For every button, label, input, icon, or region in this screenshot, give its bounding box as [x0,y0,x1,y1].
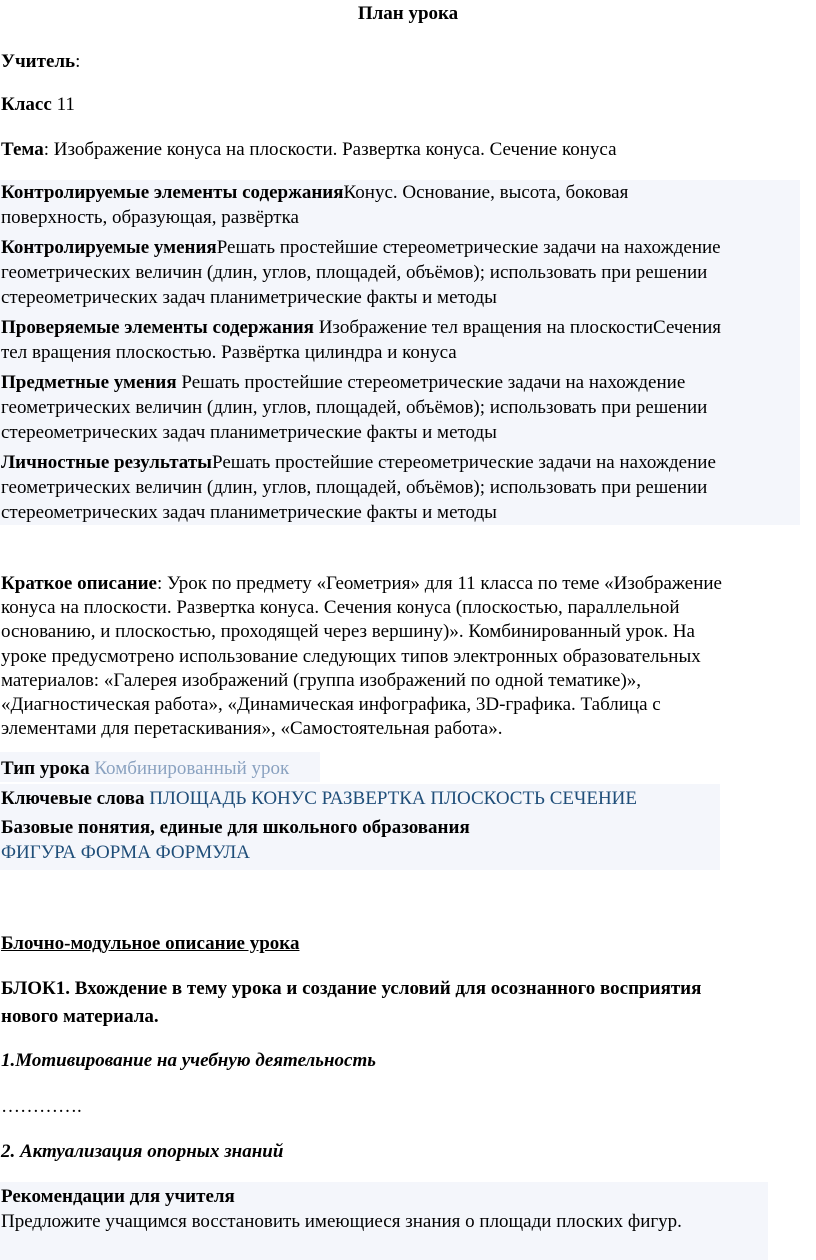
personal-results-line-3: стереометрических задач планиметрические факты и методы [1,502,497,523]
block-modular-heading: Блочно-модульное описание урока [1,933,300,954]
controlled-skills-line-3: стереометрических задач планиметрические факты и методы [1,287,497,308]
block1-heading-line-2: нового материала. [1,1006,159,1027]
topic-line: Тема: Изображение конуса на плоскости. Развертка конуса. Сечение конуса [1,139,617,160]
subject-skills-line-2: геометрических величин (длин, углов, площадей, объёмов); использовать при решении [1,397,708,418]
block1-heading-line-1: БЛОК1. Вхождение в тему урока и создание условий для осознанного восприятия [1,978,702,999]
description-line-2: конуса на плоскости. Развертка конуса. Сечения конуса (плоскостью, параллельной [1,597,680,618]
subject-skills-line-3: стереометрических задач планиметрические факты и методы [1,422,497,443]
subject-skills-line-1: Предметные умения Решать простейшие стереометрические задачи на нахождение [1,372,686,393]
motivation-ellipsis: …………. [1,1096,82,1117]
checked-elements-line-1: Проверяемые элементы содержания Изображение тел вращения на плоскостиСечения [1,317,721,338]
lesson-type-link[interactable]: Комбинированный урок [94,758,290,779]
personal-results-line-2: геометрических величин (длин, углов, площадей, объёмов); использовать при решении [1,477,708,498]
description-line-3: основанию, и плоскостью, проходящей через вершину)». Комбинированный урок. На [1,621,695,642]
page-title: План урока [357,3,459,24]
basic-concepts-label: Базовые понятия, единые для школьного образования [1,817,470,838]
keywords-link[interactable]: ПЛОЩАДЬ КОНУС РАЗВЕРТКА ПЛОСКОСТЬ СЕЧЕНИЕ [149,788,637,809]
keywords-line: Ключевые слова ПЛОЩАДЬ КОНУС РАЗВЕРТКА ПЛОСКОСТЬ СЕЧЕНИЕ [1,788,637,809]
controlled-skills-line-1: Контролируемые уменияРешать простейшие стереометрические задачи на нахождение [1,237,721,258]
checked-elements-line-2: тел вращения плоскостью. Развёртка цилиндра и конуса [1,342,457,363]
recommendations-heading: Рекомендации для учителя [1,1186,235,1207]
description-line-7: элементами для перетаскивания», «Самостоятельная работа». [1,718,503,739]
content-elements-line-2: поверхность, образующая, развёртка [1,207,299,228]
actualization-heading: 2. Актуализация опорных знаний [1,1141,284,1162]
personal-results-line-1: Личностные результатыРешать простейшие стереометрические задачи на нахождение [1,452,716,473]
description-line-6: «Диагностическая работа», «Динамическая инфографика, 3D-графика. Таблица с [1,694,661,715]
description-line-4: уроке предусмотрено использование следующих типов электронных образовательных [1,646,701,667]
description-line-1: Краткое описание: Урок по предмету «Геометрия» для 11 класса по теме «Изображение [1,573,722,594]
description-line-5: материалов: «Галерея изображений (группа изображений по одной тематике)», [1,670,642,691]
motivation-heading: 1.Мотивирование на учебную деятельность [1,1050,376,1071]
basic-concepts-link[interactable]: ФИГУРА ФОРМА ФОРМУЛА [1,842,251,863]
recommendations-text: Предложите учащимся восстановить имеющиеся знания о площади плоских фигур. [1,1211,682,1232]
class-line: Класс 11 [1,94,75,115]
teacher-line: Учитель: [1,51,81,72]
controlled-skills-line-2: геометрических величин (длин, углов, площадей, объёмов); использовать при решении [1,262,708,283]
content-elements-line-1: Контролируемые элементы содержанияКонус. Основание, высота, боковая [1,182,629,203]
lesson-type-line: Тип урока Комбинированный урок [1,758,290,779]
